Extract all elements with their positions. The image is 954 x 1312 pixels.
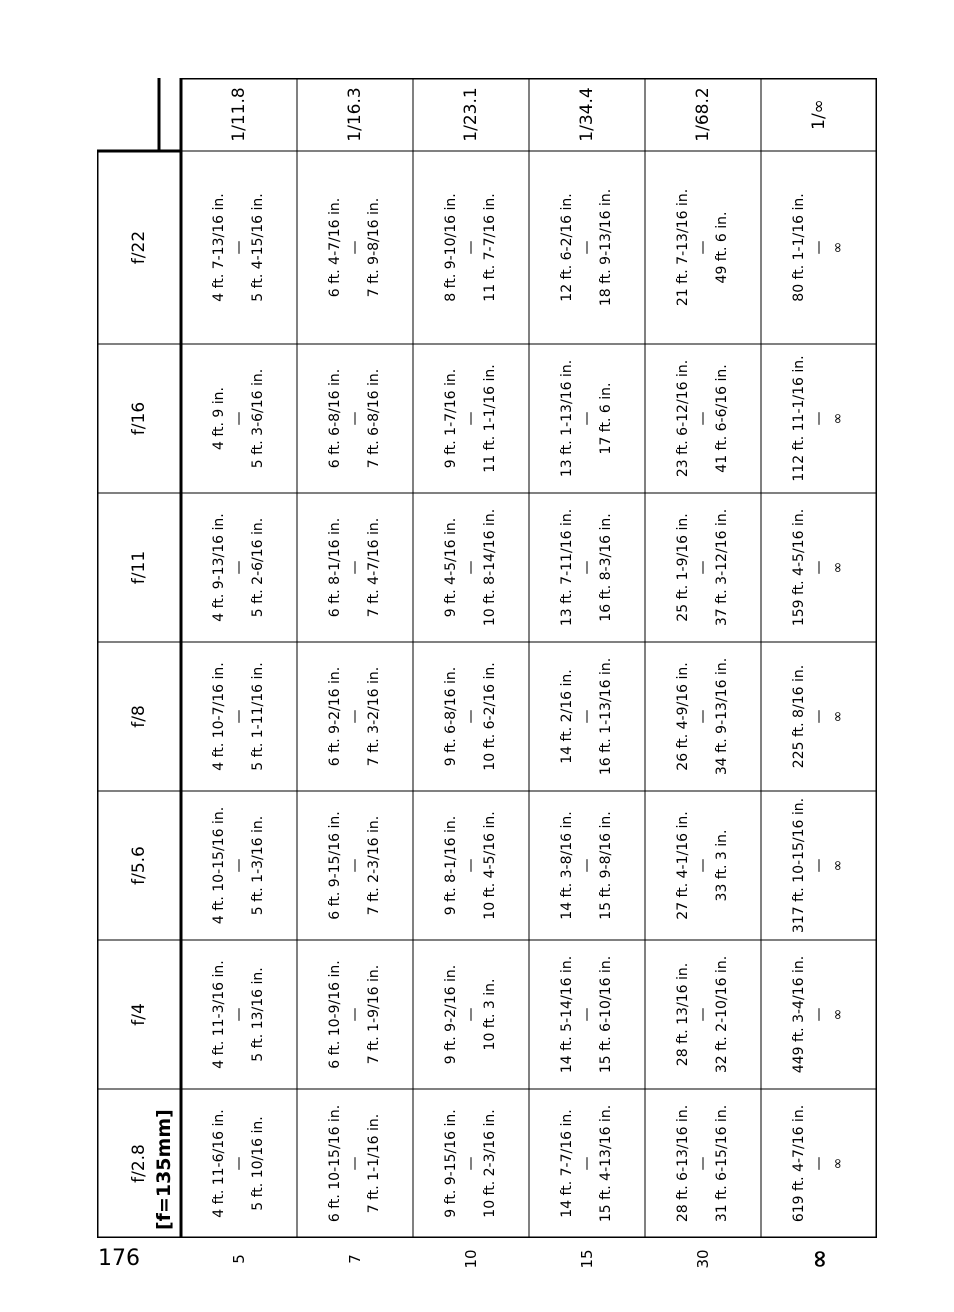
dof-cell [529, 642, 645, 791]
near-limit: 28 ft. 13/16 in. [675, 962, 691, 1067]
near-limit: 14 ft. 2/16 in. [559, 669, 575, 764]
far-limit: 10 ft. 2-3/16 in. [482, 1109, 498, 1218]
aperture-header-2: f/4 [129, 1003, 149, 1026]
near-limit: 14 ft. 3-8/16 in. [559, 811, 575, 920]
dof-cell [413, 151, 529, 344]
dof-cell [181, 151, 297, 344]
far-limit: 10 ft. 4-5/16 in. [482, 811, 498, 920]
dof-cell [297, 344, 413, 493]
far-limit: 15 ft. 4-13/16 in. [598, 1104, 614, 1223]
near-limit: 9 ft. 9-15/16 in. [443, 1109, 459, 1218]
far-limit: 7 ft. 4-7/16 in. [366, 517, 382, 618]
range-separator: — [231, 709, 247, 724]
range-separator: — [347, 858, 363, 873]
range-separator: — [579, 709, 595, 724]
range-separator: — [695, 411, 711, 426]
dof-cell [297, 642, 413, 791]
far-limit: 7 ft. 6-8/16 in. [366, 368, 382, 469]
near-limit: 9 ft. 1-7/16 in. [443, 368, 459, 469]
dof-cell [413, 940, 529, 1089]
far-limit: 11 ft. 1-1/16 in. [482, 364, 498, 473]
dof-cell [645, 642, 761, 791]
reproduction-ratio: 1/∞ [809, 99, 829, 130]
near-limit: 13 ft. 1-13/16 in. [559, 359, 575, 478]
near-limit: 12 ft. 6-2/16 in. [559, 193, 575, 302]
distance-label: ∞ [805, 1249, 833, 1269]
dof-cell [413, 791, 529, 940]
table-title: [f=135mm] [153, 1109, 175, 1230]
far-limit: 5 ft. 10/16 in. [250, 1116, 266, 1211]
near-limit: 27 ft. 4-1/16 in. [675, 811, 691, 920]
far-limit: 7 ft. 2-3/16 in. [366, 815, 382, 916]
range-separator: — [811, 1007, 827, 1022]
near-limit: 14 ft. 5-14/16 in. [559, 955, 575, 1074]
near-limit: 9 ft. 8-1/16 in. [443, 815, 459, 916]
dof-cell [529, 493, 645, 642]
near-limit: 317 ft. 10-15/16 in. [791, 797, 807, 934]
range-separator: — [811, 1156, 827, 1171]
dof-cell [761, 151, 877, 344]
near-limit: 6 ft. 6-8/16 in. [327, 368, 343, 469]
far-limit: ∞ [830, 412, 846, 425]
range-separator: — [231, 1156, 247, 1171]
near-limit: 6 ft. 8-1/16 in. [327, 517, 343, 618]
far-limit: ∞ [830, 710, 846, 723]
range-separator: — [347, 1156, 363, 1171]
reproduction-ratio: 1/68.2 [693, 87, 713, 142]
far-limit: 33 ft. 3 in. [714, 829, 730, 902]
near-limit: 159 ft. 4-5/16 in. [791, 508, 807, 627]
range-separator: — [231, 1007, 247, 1022]
near-limit: 80 ft. 1-1/16 in. [791, 193, 807, 302]
far-limit: 7 ft. 9-8/16 in. [366, 197, 382, 298]
dof-cell [297, 940, 413, 1089]
range-separator: — [695, 709, 711, 724]
dof-cell [645, 493, 761, 642]
distance-label: 5 [230, 1254, 248, 1264]
reproduction-ratio: 1/23.1 [461, 87, 481, 142]
range-separator: — [463, 560, 479, 575]
range-separator: — [579, 240, 595, 255]
dof-cell [761, 940, 877, 1089]
dof-cell [297, 151, 413, 344]
range-separator: — [695, 1156, 711, 1171]
near-limit: 28 ft. 6-13/16 in. [675, 1104, 691, 1223]
dof-cell [181, 791, 297, 940]
far-limit: 11 ft. 7-7/16 in. [482, 193, 498, 302]
near-limit: 4 ft. 7-13/16 in. [211, 193, 227, 302]
dof-cell [645, 151, 761, 344]
range-separator: — [231, 240, 247, 255]
far-limit: 7 ft. 1-1/16 in. [366, 1113, 382, 1214]
far-limit: 15 ft. 9-8/16 in. [598, 811, 614, 920]
far-limit: 17 ft. 6 in. [598, 382, 614, 455]
near-limit: 9 ft. 4-5/16 in. [443, 517, 459, 618]
dof-cell [645, 791, 761, 940]
range-separator: — [347, 411, 363, 426]
far-limit: 5 ft. 1-3/16 in. [250, 815, 266, 916]
near-limit: 21 ft. 7-13/16 in. [675, 188, 691, 307]
range-separator: — [811, 240, 827, 255]
far-limit: ∞ [830, 561, 846, 574]
dof-cell [529, 791, 645, 940]
near-limit: 6 ft. 4-7/16 in. [327, 197, 343, 298]
near-limit: 4 ft. 11-6/16 in. [211, 1109, 227, 1218]
dof-cell [529, 1089, 645, 1238]
dof-cell [761, 493, 877, 642]
range-separator: — [463, 709, 479, 724]
range-separator: — [463, 1007, 479, 1022]
range-separator: — [695, 1007, 711, 1022]
dof-cell [413, 493, 529, 642]
range-separator: — [463, 240, 479, 255]
distance-label: 7 [346, 1254, 364, 1264]
aperture-header-7: f/22 [129, 230, 149, 265]
page-number: 176 [98, 1246, 140, 1271]
near-limit: 4 ft. 9-13/16 in. [211, 513, 227, 622]
dof-cell [529, 940, 645, 1089]
near-limit: 619 ft. 4-7/16 in. [791, 1104, 807, 1223]
range-separator: — [347, 560, 363, 575]
range-separator: — [695, 858, 711, 873]
range-separator: — [347, 1007, 363, 1022]
far-limit: 7 ft. 1-9/16 in. [366, 964, 382, 1065]
distance-label: 30 [694, 1249, 712, 1269]
near-limit: 9 ft. 9-2/16 in. [443, 964, 459, 1065]
dof-cell [645, 1089, 761, 1238]
far-limit: 5 ft. 4-15/16 in. [250, 193, 266, 302]
dof-cell [181, 642, 297, 791]
far-limit: 37 ft. 3-12/16 in. [714, 508, 730, 627]
range-separator: — [231, 411, 247, 426]
dof-cell [181, 493, 297, 642]
near-limit: 23 ft. 6-12/16 in. [675, 359, 691, 478]
reproduction-ratio: 1/16.3 [345, 87, 365, 142]
near-limit: 6 ft. 9-2/16 in. [327, 666, 343, 767]
far-limit: 10 ft. 8-14/16 in. [482, 508, 498, 627]
near-limit: 449 ft. 3-4/16 in. [791, 955, 807, 1074]
far-limit: ∞ [830, 1157, 846, 1170]
reproduction-ratio: 1/34.4 [577, 87, 597, 142]
aperture-header-3: f/5.6 [129, 846, 149, 885]
near-limit: 6 ft. 10-15/16 in. [327, 1104, 343, 1223]
near-limit: 4 ft. 10-7/16 in. [211, 662, 227, 771]
far-limit: 15 ft. 6-10/16 in. [598, 955, 614, 1074]
aperture-header-5: f/11 [129, 550, 149, 585]
range-separator: — [811, 709, 827, 724]
range-separator: — [579, 858, 595, 873]
far-limit: 34 ft. 9-13/16 in. [714, 657, 730, 776]
near-limit: 4 ft. 10-15/16 in. [211, 806, 227, 925]
dof-cell [645, 940, 761, 1089]
far-limit: 31 ft. 6-15/16 in. [714, 1104, 730, 1223]
range-separator: — [811, 858, 827, 873]
near-limit: 4 ft. 9 in. [211, 387, 227, 450]
dof-cell [529, 344, 645, 493]
far-limit: ∞ [830, 241, 846, 254]
range-separator: — [231, 858, 247, 873]
far-limit: 41 ft. 6-6/16 in. [714, 364, 730, 473]
far-limit: 10 ft. 3 in. [482, 978, 498, 1051]
dof-cell [181, 940, 297, 1089]
range-separator: — [347, 240, 363, 255]
distance-label: 15 [578, 1249, 596, 1269]
dof-cell [529, 151, 645, 344]
far-limit: 32 ft. 2-10/16 in. [714, 955, 730, 1074]
near-limit: 9 ft. 6-8/16 in. [443, 666, 459, 767]
far-limit: 5 ft. 13/16 in. [250, 967, 266, 1062]
far-limit: ∞ [830, 859, 846, 872]
dof-cell [761, 642, 877, 791]
range-separator: — [811, 560, 827, 575]
far-limit: 5 ft. 3-6/16 in. [250, 368, 266, 469]
near-limit: 13 ft. 7-11/16 in. [559, 508, 575, 627]
near-limit: 8 ft. 9-10/16 in. [443, 193, 459, 302]
near-limit: 112 ft. 11-1/16 in. [791, 355, 807, 482]
far-limit: 49 ft. 6 in. [714, 211, 730, 284]
range-separator: — [579, 1156, 595, 1171]
far-limit: ∞ [830, 1008, 846, 1021]
range-separator: — [579, 1007, 595, 1022]
range-separator: — [579, 560, 595, 575]
far-limit: 16 ft. 1-13/16 in. [598, 657, 614, 776]
dof-cell [297, 1089, 413, 1238]
dof-cell [297, 493, 413, 642]
near-limit: 6 ft. 10-9/16 in. [327, 960, 343, 1069]
range-separator: — [695, 240, 711, 255]
reproduction-ratio: 1/11.8 [229, 87, 249, 142]
near-limit: 14 ft. 7-7/16 in. [559, 1109, 575, 1218]
dof-cell [181, 344, 297, 493]
range-separator: — [811, 411, 827, 426]
range-separator: — [347, 709, 363, 724]
dof-cell [761, 1089, 877, 1238]
dof-cell [181, 1089, 297, 1238]
dof-cell [645, 344, 761, 493]
range-separator: — [231, 560, 247, 575]
dof-cell [761, 344, 877, 493]
far-limit: 7 ft. 3-2/16 in. [366, 666, 382, 767]
aperture-header-1: f/2.8 [129, 1144, 149, 1183]
near-limit: 4 ft. 11-3/16 in. [211, 960, 227, 1069]
dof-cell [413, 642, 529, 791]
far-limit: 10 ft. 6-2/16 in. [482, 662, 498, 771]
distance-label: 10 [462, 1249, 480, 1269]
dof-cell [297, 791, 413, 940]
near-limit: 6 ft. 9-15/16 in. [327, 811, 343, 920]
far-limit: 5 ft. 2-6/16 in. [250, 517, 266, 618]
range-separator: — [463, 411, 479, 426]
range-separator: — [695, 560, 711, 575]
aperture-header-4: f/8 [129, 705, 149, 728]
far-limit: 18 ft. 9-13/16 in. [598, 188, 614, 307]
far-limit: 16 ft. 8-3/16 in. [598, 513, 614, 622]
near-limit: 25 ft. 1-9/16 in. [675, 513, 691, 622]
dof-cell [413, 344, 529, 493]
far-limit: 5 ft. 1-11/16 in. [250, 662, 266, 771]
near-limit: 225 ft. 8/16 in. [791, 664, 807, 769]
aperture-header-6: f/16 [129, 401, 149, 436]
range-separator: — [579, 411, 595, 426]
dof-cell [413, 1089, 529, 1238]
near-limit: 26 ft. 4-9/16 in. [675, 662, 691, 771]
range-separator: — [463, 858, 479, 873]
dof-cell [761, 791, 877, 940]
range-separator: — [463, 1156, 479, 1171]
